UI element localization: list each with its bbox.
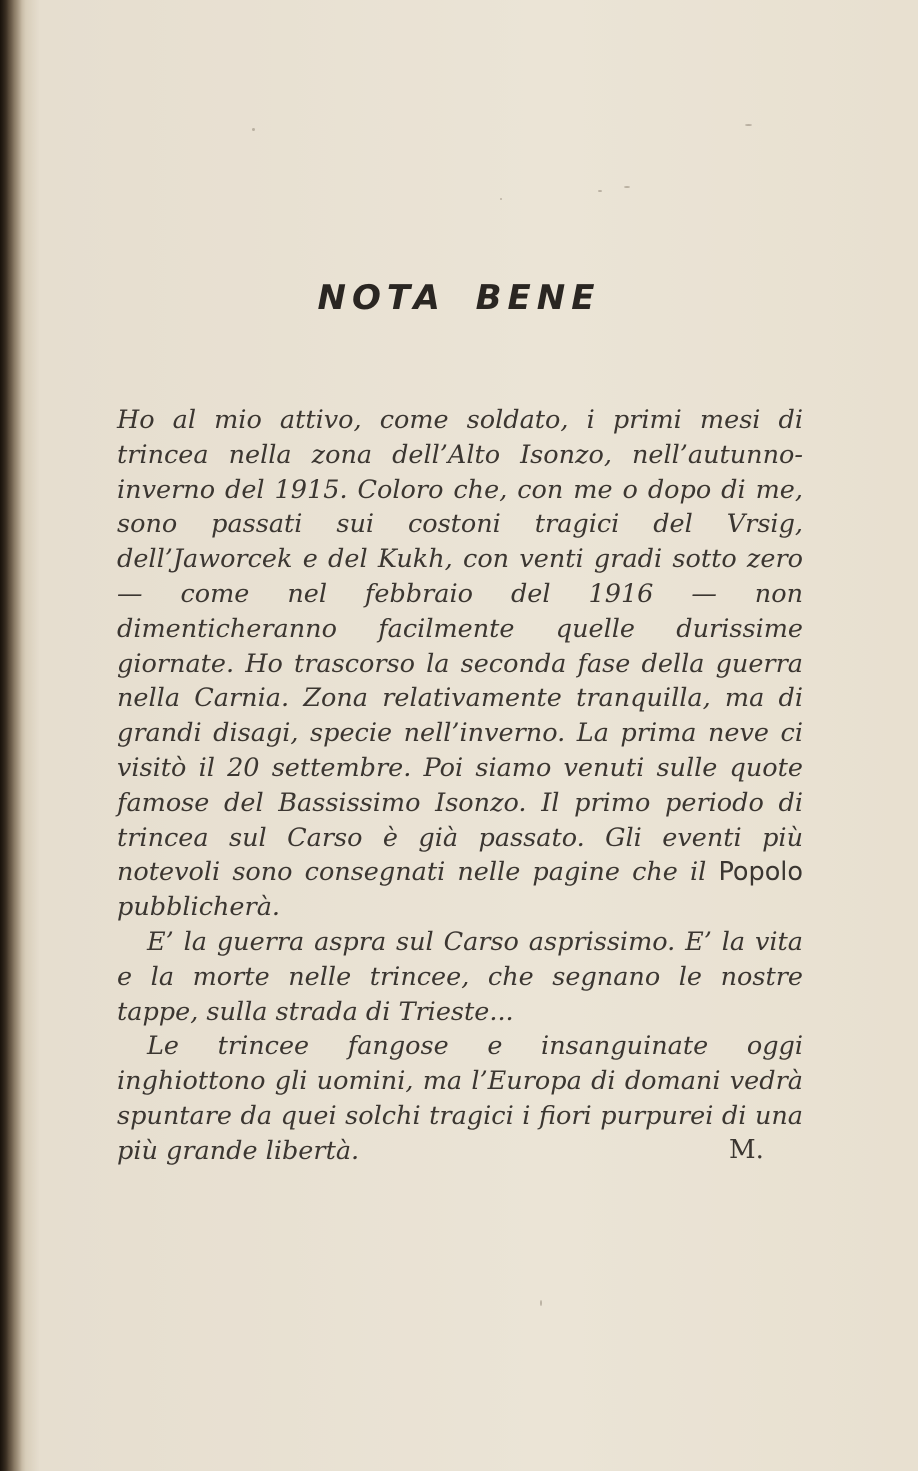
- page-speck: [624, 186, 630, 188]
- paragraph-3: Le trincee fangose e insanguinate oggi inghiottono gli uomini, ma l’Europa di domani vedrà spuntare da quei solchi tragici i fiori purpurei di una più grande libertà.: [117, 1031, 803, 1166]
- newspaper-name: Popolo: [718, 857, 803, 888]
- page-speck: [252, 128, 255, 131]
- paragraph-1-end: pubblicherà.: [117, 892, 280, 923]
- page-speck: [598, 190, 602, 192]
- page-title: NOTA BENE: [317, 278, 601, 318]
- spine-shadow: [0, 0, 22, 1471]
- page-speck: [540, 1300, 542, 1306]
- page-speck: [745, 124, 752, 126]
- note-body: [117, 403, 803, 1169]
- paragraph-1-text: Ho al mio attivo, come soldato, i primi mesi di trincea nella zona dell’Alto Isonzo, nell’autunno-inverno del 1915. Coloro che, con me o dopo di me, sono passati sui costoni tragici del Vrsig, dell’Jaworcek e del Kukh, con venti gradi sotto zero — come nel febbraio del 1916 — non dimenticheranno facilmente quelle durissime giornate. Ho trascorso la seconda fase della guerra nella Carnia. Zona relativamente tranquilla, ma di grandi disagi, specie nell’inverno. La prima neve ci visitò il 20 settembre. Poi siamo venuti sulle quote famose del Bassissimo Isonzo. Il primo periodo di trincea sul Carso è già passato. Gli eventi più notevoli sono consegnati nelle pagine che il: [117, 405, 803, 888]
- signature-initial: M.: [729, 1135, 764, 1165]
- paragraph-1: [117, 403, 803, 925]
- page-speck: [500, 198, 502, 200]
- paragraph-2: E’ la guerra aspra sul Carso asprissimo. E’ la vita e la morte nelle trincee, che segnano le nostre tappe, sulla strada di Trieste...: [117, 926, 803, 1027]
